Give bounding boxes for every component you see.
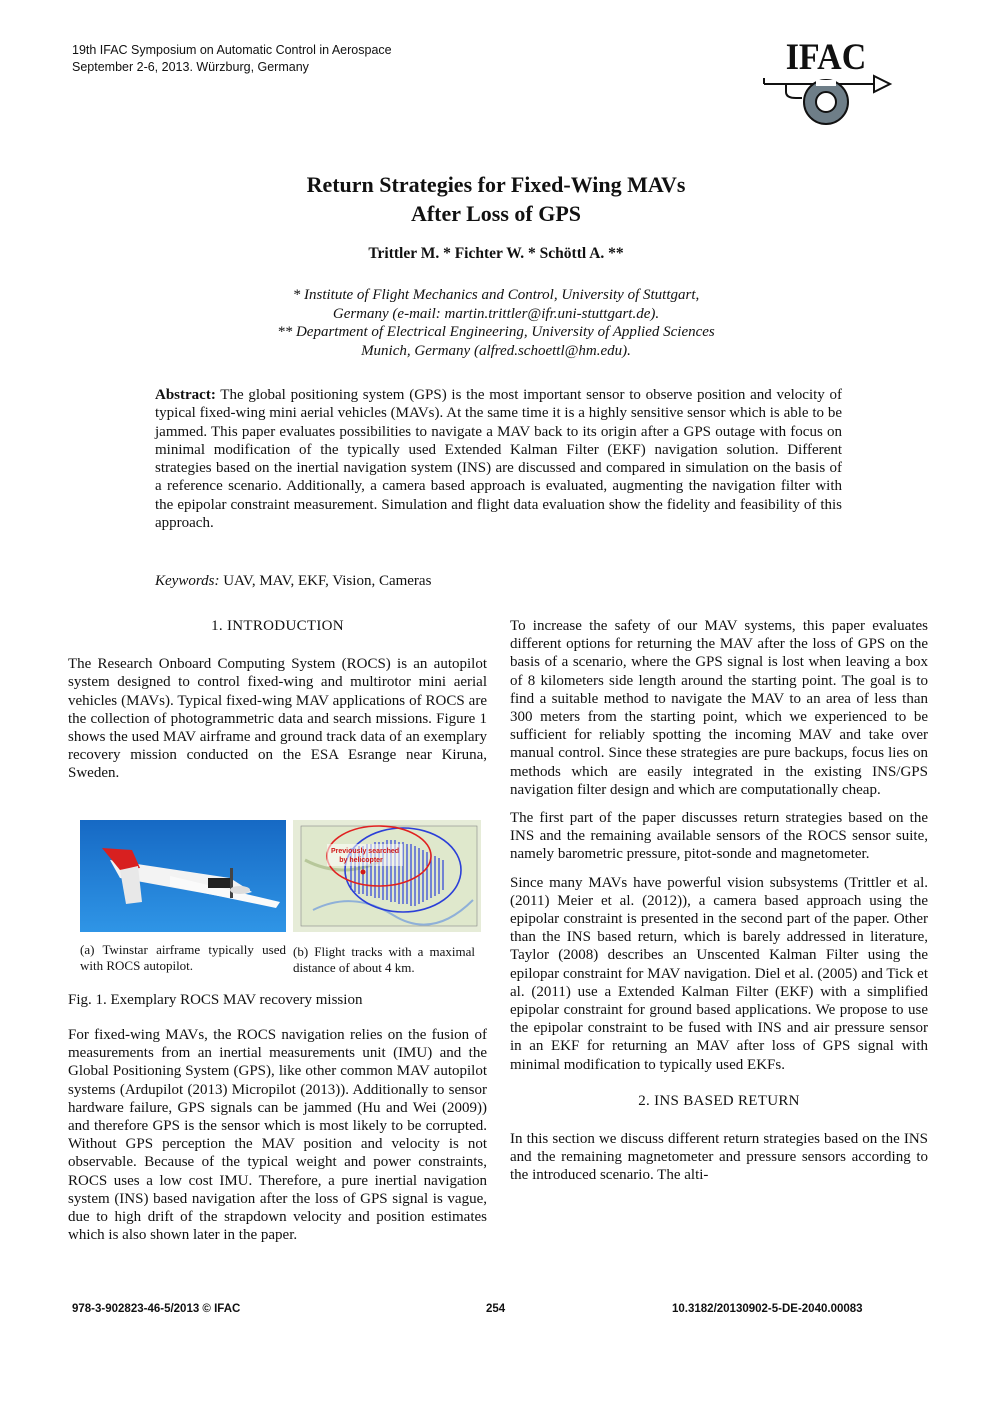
- map-label-previously-searched: Previously searched: [330, 848, 400, 855]
- map-label-by-helicopter: by helicopter: [339, 857, 383, 864]
- ifac-logo: [756, 36, 896, 132]
- right-paragraph-4: In this section we discuss different return strategies based on the INS and the remaining magnetometer and pressure sensors according to the introduced scenario. The alti-: [510, 1131, 928, 1184]
- footer-doi: 10.3182/20130902-5-DE-2040.00083: [672, 1303, 863, 1315]
- right-paragraph-1: To increase the safety of our MAV systems, this paper evaluates different options for returning the MAV after the loss of GPS on the basis of a scenario, where the GPS signal is lost when leaving a box of 8 kilometers side length around the starting point. The goal is to find a suitable method to navigate the MAV to an area of less than 300 meters from the starting point, which we experienced to be sufficient for reliably spotting the incoming MAV and take over manual control. Since these strategies are pure backups, focus lies on methods which are easily integrated in the existing INS/GPS navigation filter design and which are computationally cheap.: [510, 618, 928, 798]
- footer-isbn: 978-3-902823-46-5/2013 © IFAC: [72, 1303, 241, 1315]
- footer-page-number: 254: [486, 1303, 506, 1315]
- affiliation-line: Germany (e-mail: martin.trittler@ifr.uni-stuttgart.de).: [332, 305, 660, 322]
- authors: Trittler M. * Fichter W. * Schöttl A. **: [368, 245, 624, 262]
- abstract: [155, 386, 842, 532]
- conference-name: 19th IFAC Symposium on Automatic Control in Aerospace: [72, 43, 392, 57]
- keywords: [155, 573, 842, 590]
- title-line-2: After Loss of GPS: [410, 201, 582, 226]
- intro-paragraph-2: For fixed-wing MAVs, the ROCS navigation relies on the fusion of measurements from an inertial measurements unit (IMU) and the Global Positioning System (GPS), like other common MAV autopilot systems (Ardupilot (2013) Micropilot (2013)). Additionally to sensor hardware failure, GPS signals can be jammed (Hu and Wei (2009)) and therefore GPS is the sensor which is most likely to be corrupted. Without GPS perception the MAV position and velocity is not observable. Because of the typical weight and power constraints, ROCS uses a low cost IMU. Therefore, a pure inertial navigation system (INS) based navigation after the loss of GPS signal is vague, due to high drift of the strapdown velocity and position estimates which is also shown later in the paper.: [68, 1027, 487, 1244]
- abstract-label: Abstract:: [155, 387, 216, 403]
- affiliations: [0, 286, 992, 360]
- keywords-text: UAV, MAV, EKF, Vision, Cameras: [223, 573, 432, 589]
- left-column-bottom: [68, 1026, 487, 1254]
- svg-text:IFAC: IFAC: [785, 36, 867, 78]
- affiliation-line: Munich, Germany (alfred.schoettl@hm.edu).: [361, 342, 631, 359]
- keywords-label: Keywords:: [155, 573, 220, 589]
- right-column: [510, 617, 928, 1195]
- left-column-top: [68, 617, 487, 793]
- section-1-heading: 1. INTRODUCTION: [211, 618, 344, 634]
- figure-1a-caption: (a) Twinstar airframe typically used with ROCS autopilot.: [80, 942, 286, 973]
- conference-header: [72, 42, 392, 76]
- right-paragraph-3: Since many MAVs have powerful vision subsystems (Trittler et al. (2011) Meier et al. (2012)), a camera based approach using the epipolar constraint is presented in the second part of the paper. Other than the INS based return, which is barely addressed in literature, Taylor (2008) describes an Unscented Kalman Filter using the epilopar constraint for MAV navigation. Diel et al. (2005) and Tick et al. (2011) use a Extended Kalman Filter (EKF) with a simplified epipolar constraint for ground based applications. We propose to use the epipolar constraint to be fused with INS and air pressure sensor in an EKF for returning an MAV after loss of GPS signal with minimal modification to typically used EKFs.: [510, 874, 928, 1073]
- section-2-heading: 2. INS BASED RETURN: [638, 1092, 800, 1109]
- conference-date: September 2-6, 2013. Würzburg, Germany: [72, 60, 309, 74]
- figure-1a-photo: [80, 820, 286, 932]
- affiliation-line: * Institute of Flight Mechanics and Control, University of Stuttgart,: [292, 287, 700, 303]
- figure-1b-map: [293, 820, 481, 932]
- abstract-text: The global positioning system (GPS) is the most important sensor to observe position and velocity of typical fixed-wing mini aerial vehicles (MAVs). At the same time it is a highly sensitive sensor which is able to be jammed. This paper evaluates possibilities to navigate a MAV back to its origin after a GPS outage with focus on minimal modification of the typically used Extended Kalman Filter (EKF) navigation solution. Different strategies based on the inertial navigation system (INS) are discussed and compared in simulation on the basis of a reference scenario. Additionally, a camera based approach is evaluated, augmenting the navigation filter with the epipolar constraint measurement. Simulation and flight data evaluation show the fidelity and feasibility of this approach.: [155, 387, 842, 532]
- paper-title: [0, 170, 992, 228]
- intro-paragraph-1: The Research Onboard Computing System (ROCS) is an autopilot system designed to control fixed-wing and multirotor mini aerial vehicles (MAVs). Typical fixed-wing MAV applications of ROCS are the collection of photogrammetric data and search missions. Figure 1 shows the used MAV airframe and ground track data of an exemplary recovery mission conducted on the ESA Esrange near Kiruna, Sweden.: [68, 656, 487, 782]
- affiliation-line: ** Department of Electrical Engineering, University of Applied Sciences: [277, 324, 715, 340]
- right-paragraph-2: The first part of the paper discusses return strategies based on the INS and the remaining available sensors of the ROCS sensor suite, namely barometric pressure, pitot-sonde and magnetometer.: [510, 810, 928, 863]
- figure-1-caption: Fig. 1. Exemplary ROCS MAV recovery mission: [68, 992, 363, 1008]
- figure-1b-caption: (b) Flight tracks with a maximal distance of about 4 km.: [293, 944, 475, 975]
- title-line-1: Return Strategies for Fixed-Wing MAVs: [306, 172, 686, 197]
